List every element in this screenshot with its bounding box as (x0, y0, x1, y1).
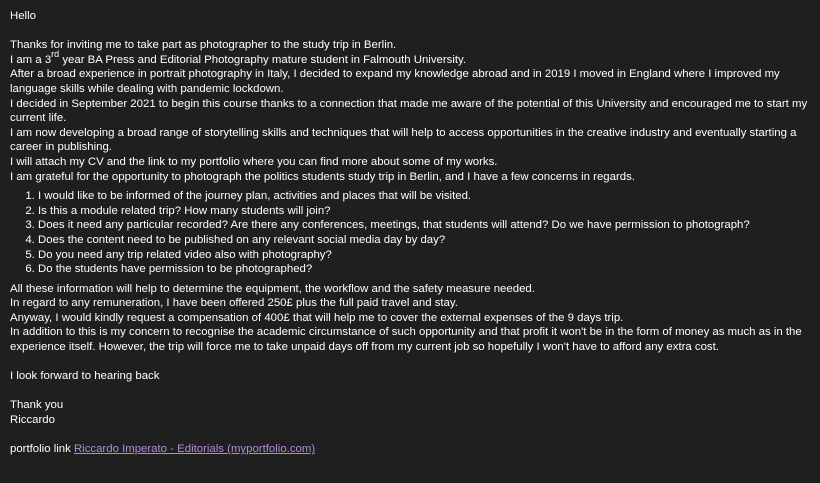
closing-line: I look forward to hearing back (10, 370, 160, 383)
developing-paragraph: I am now developing a broad range of storytelling skills and techniques that will help to access opportunities in the creative industry and eventually starting a career in publishing. (10, 126, 797, 154)
spacer (10, 428, 810, 443)
experience-paragraph: After a broad experience in portrait photography in Italy, I decided to expand my knowledge abroad and in 2019 I moved in England where I improved my language skills while dealing with pandemic lockdown. (10, 68, 780, 95)
spacer (10, 355, 810, 370)
concern-paragraph: In addition to this is my concern to recognise the academic circumstance of such opportunity and that profit it won't be in the form of money as much as in the experience itself. However, the trip will force me to take unpaid days off from my current job so hopefully I won't have to afford any extra cost. (10, 326, 802, 354)
questions-list (10, 189, 810, 277)
about-suffix: year BA Press and Editorial Photography mature student in Falmouth University. (59, 53, 467, 66)
information-paragraph: All these information will help to determine the equipment, the workflow and the safety measure needed. (10, 282, 535, 295)
email-body (10, 9, 810, 457)
spacer (10, 384, 810, 399)
attach-paragraph: I will attach my CV and the link to my portfolio where you can find more about some of my works. (10, 155, 498, 168)
compensation-paragraph: Anyway, I would kindly request a compensation of 400£ that will help me to cover the external expenses of the 9 days trip. (10, 311, 624, 324)
intro-paragraph: Thanks for inviting me to take part as photographer to the study trip in Berlin. (10, 39, 397, 52)
about-paragraph (10, 48, 810, 68)
decision-paragraph: I decided in September 2021 to begin this course thanks to a connection that made me aware of the potential of this University and encouraged me to start my current life. (10, 97, 808, 125)
spacer (10, 24, 810, 39)
portfolio-label: portfolio link (10, 443, 74, 456)
list-item: 6. Do the students have permission to be photographed? (38, 262, 810, 277)
thanks-line: Thank you (10, 399, 64, 412)
ordinal-superscript: rd (51, 48, 60, 59)
remuneration-paragraph: In regard to any remuneration, I have been offered 250£ plus the full paid travel and stay. (10, 297, 458, 310)
list-item: 1. I would like to be informed of the journey plan, activities and places that will be visited. (38, 189, 810, 204)
list-item: 3. Does it need any particular recorded? Are there any conferences, meetings, that students will attend? Do we have permission to photograph? (38, 218, 810, 233)
about-prefix: I am a 3 (10, 53, 52, 66)
list-item: 5. Do you need any trip related video also with photography? (38, 248, 810, 263)
list-item: 4. Does the content need to be published on any relevant social media day by day? (38, 233, 810, 248)
portfolio-link[interactable]: Riccardo Imperato - Editorials (myportfolio.com) (73, 443, 316, 456)
portfolio-line (10, 442, 810, 457)
signature: Riccardo (10, 414, 55, 427)
greeting: Hello (10, 10, 36, 22)
grateful-paragraph: I am grateful for the opportunity to photograph the politics students study trip in Berlin, and I have a few concerns in regards. (10, 170, 635, 183)
list-item: 2. Is this a module related trip? How many students will join? (38, 204, 810, 219)
